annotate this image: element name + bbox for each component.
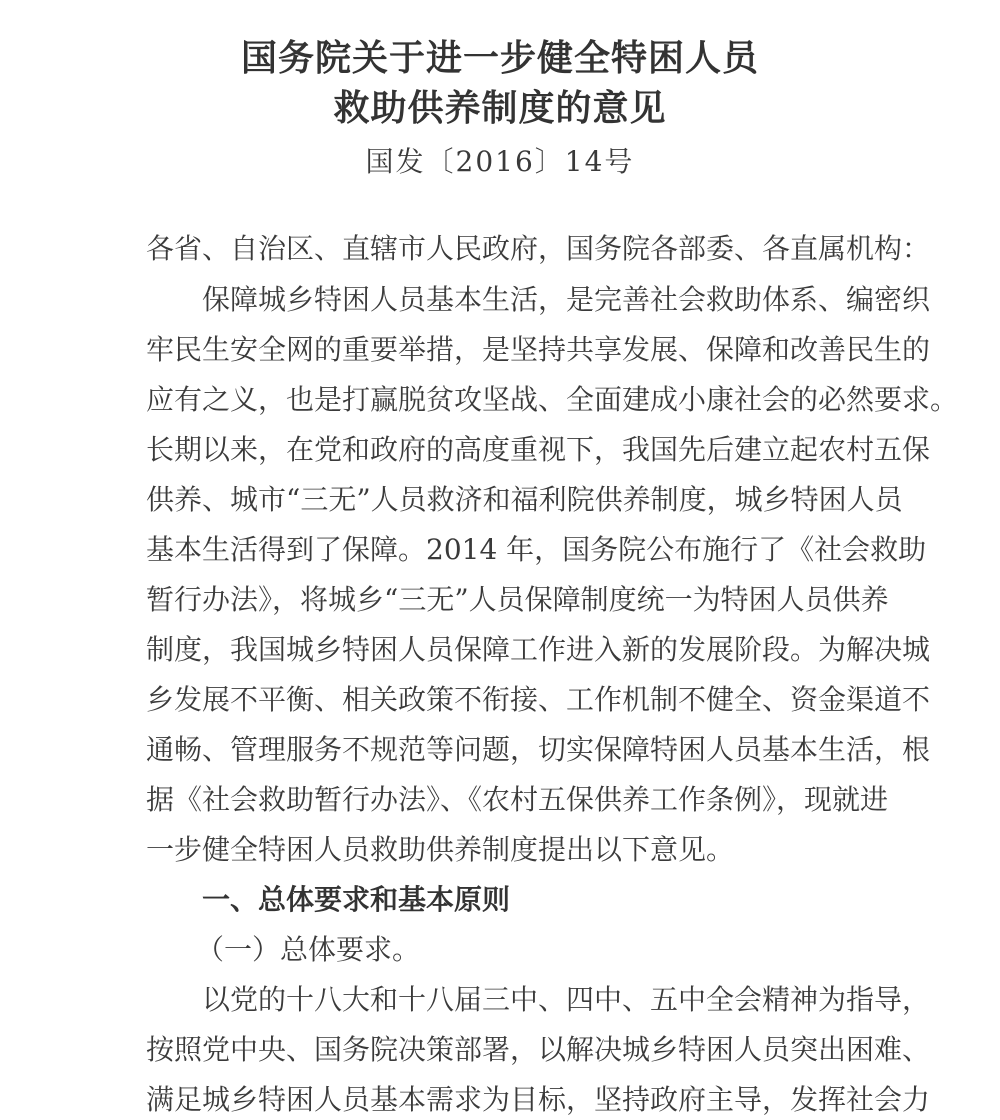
paragraph-1-line: 一步健全特困人员救助供养制度提出以下意见。 [146,833,735,866]
document-number: 国发〔2016〕14号 [365,145,635,178]
section-1-heading: 一、总体要求和基本原则 [202,883,511,916]
document-title-line-2: 救助供养制度的意见 [333,87,667,129]
paragraph-1-line: 据《社会救助暂行办法》、《农村五保供养工作条例》，现就进 [146,783,889,816]
paragraph-1-line: 乡发展不平衡、相关政策不衔接、工作机制不健全、资金渠道不 [146,683,931,716]
paragraph-2-line: 满足城乡特困人员基本需求为目标，坚持政府主导，发挥社会力 [146,1083,931,1116]
document-title-line-1: 国务院关于进一步健全特困人员 [240,37,759,79]
paragraph-2-line: 按照党中央、国务院决策部署，以解决城乡特困人员突出困难、 [146,1033,931,1066]
paragraph-1-line: 长期以来，在党和政府的高度重视下，我国先后建立起农村五保 [146,433,931,466]
paragraph-1-line: 通畅、管理服务不规范等问题，切实保障特困人员基本生活，根 [146,733,931,766]
paragraph-2-line: 以党的十八大和十八届三中、四中、五中全会精神为指导， [202,983,931,1016]
paragraph-1-line: 供养、城市“三无”人员救济和福利院供养制度，城乡特困人员 [146,483,903,516]
addressee-line: 各省、自治区、直辖市人民政府，国务院各部委、各直属机构： [146,232,931,265]
subsection-1-heading: （一）总体要求。 [196,933,421,966]
paragraph-1-line: 应有之义，也是打赢脱贫攻坚战、全面建成小康社会的必然要求。 [146,383,959,416]
paragraph-1-line: 制度，我国城乡特困人员保障工作进入新的发展阶段。为解决城 [146,633,931,666]
paragraph-1-line: 牢民生安全网的重要举措，是坚持共享发展、保障和改善民生的 [146,333,931,366]
paragraph-1-line: 基本生活得到了保障。2014 年，国务院公布施行了《社会救助 [146,533,927,566]
paragraph-1-line: 暂行办法》，将城乡“三无”人员保障制度统一为特困人员供养 [146,583,889,616]
paragraph-1-line: 保障城乡特困人员基本生活，是完善社会救助体系、编密织 [202,283,931,316]
